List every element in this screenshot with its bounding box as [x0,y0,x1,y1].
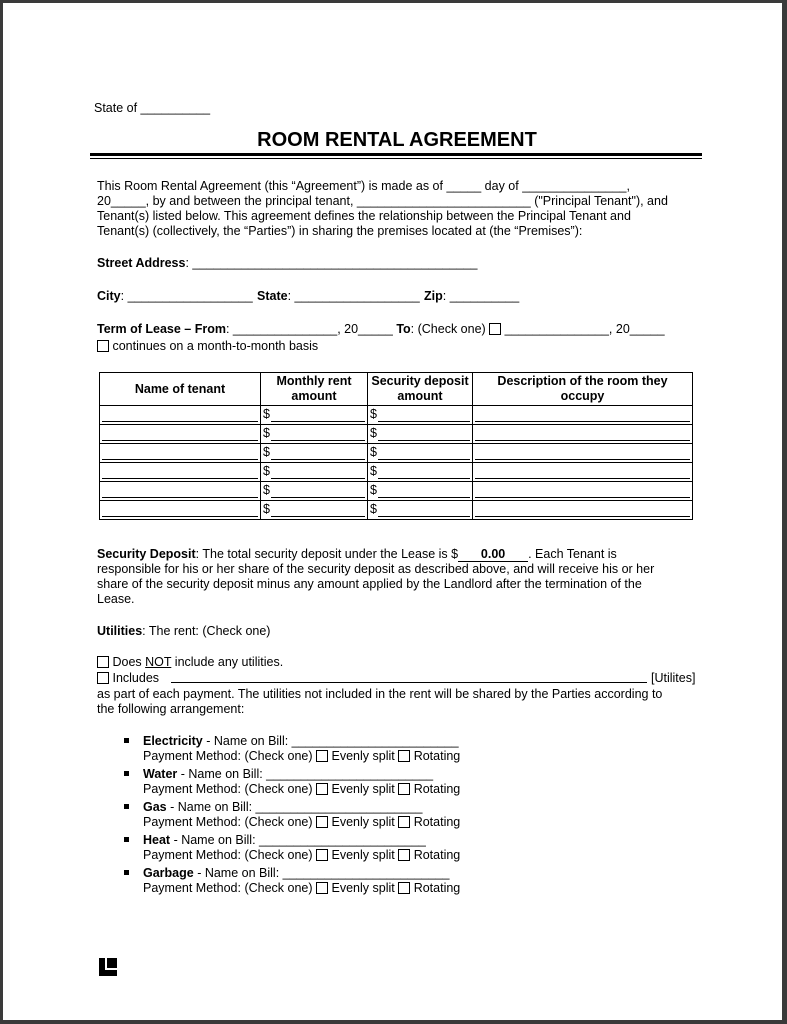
utility-name: Heat [143,833,171,847]
currency-symbol: $ [370,483,377,497]
utility-bill-blank[interactable]: - Name on Bill: ________________________ [170,833,426,847]
utilities-not-emphasis: NOT [145,655,172,669]
evenly-split-checkbox[interactable] [316,816,328,828]
term-to-checkbox[interactable] [489,323,501,335]
room-description-cell[interactable] [473,501,693,520]
evenly-split-label: Evenly split [331,848,395,862]
rotating-label: Rotating [413,881,461,895]
utilities-option-none [97,655,283,670]
monthly-rent-cell[interactable] [261,444,368,463]
evenly-split-checkbox[interactable] [316,849,328,861]
cell-underline [271,497,365,498]
security-deposit-label: Security Deposit [97,547,196,561]
cell-underline [102,478,258,479]
room-description-cell[interactable] [473,482,693,501]
security-deposit-line-2: responsible for his or her share of the security deposit as described above, and will receive his or her [97,562,655,576]
evenly-split-checkbox[interactable] [316,783,328,795]
month-to-month-checkbox[interactable] [97,340,109,352]
document-title: ROOM RENTAL AGREEMENT [257,129,537,151]
city-field[interactable] [97,289,253,304]
zip-field[interactable] [424,289,519,304]
security-deposit-cell[interactable] [368,444,473,463]
intro-line-4: Tenant(s) (collectively, the “Parties”) in sharing the premises located at (the “Premises”): [97,224,583,238]
currency-symbol: $ [263,502,270,516]
payment-method-line [143,782,460,797]
currency-symbol: $ [370,502,377,516]
security-deposit-text: : The total security deposit under the Lease is $ [195,547,459,561]
title-rule-thick [90,153,702,156]
payment-method-label: Payment Method: (Check one) [143,881,313,895]
tenant-name-cell[interactable] [100,425,261,444]
bullet-icon [124,738,129,743]
cell-underline [378,421,470,422]
rotating-checkbox[interactable] [398,783,410,795]
tenant-name-cell[interactable] [100,501,261,520]
term-to-date-blank: _______________, 20_____ [504,322,665,336]
zip-blank: : __________ [442,289,520,303]
cell-underline [475,459,690,460]
rotating-checkbox[interactable] [398,882,410,894]
intro-line-1: This Room Rental Agreement (this “Agreement”) is made as of _____ day of _______________, [97,179,630,193]
utilities-after-2: the following arrangement: [97,702,245,716]
document-page [3,3,782,1020]
evenly-split-label: Evenly split [331,782,395,796]
intro-line-2: 20_____, by and between the principal tenant, _________________________ ("Principal Tenant"), and [97,194,668,208]
tenant-table-header [100,373,693,406]
utilities-after-1: as part of each payment. The utilities not included in the rent will be shared by the Parties according to [97,687,663,701]
header-monthly-rent: Monthly rent amount [261,373,368,406]
cell-underline [378,516,470,517]
legal-templates-logo-icon [99,958,117,976]
security-deposit-cell[interactable] [368,406,473,425]
currency-symbol: $ [263,445,270,459]
table-row [100,501,693,520]
cell-underline [271,516,365,517]
cell-underline [475,497,690,498]
tenant-name-cell[interactable] [100,463,261,482]
security-deposit-text-2: . Each Tenant is [528,547,617,561]
utility-name-line [143,800,422,815]
cell-underline [102,440,258,441]
currency-symbol: $ [263,483,270,497]
payment-method-line [143,848,460,863]
cell-underline [102,497,258,498]
evenly-split-label: Evenly split [331,749,395,763]
utility-bill-blank[interactable]: - Name on Bill: ________________________ [193,866,450,880]
table-row [100,425,693,444]
evenly-split-label: Evenly split [331,815,395,829]
cell-underline [378,497,470,498]
tenant-name-cell[interactable] [100,482,261,501]
payment-method-line [143,815,460,830]
currency-symbol: $ [370,407,377,421]
cell-underline [378,440,470,441]
table-row [100,444,693,463]
room-description-cell[interactable] [473,463,693,482]
room-description-cell[interactable] [473,444,693,463]
payment-method-label: Payment Method: (Check one) [143,749,313,763]
monthly-rent-cell[interactable] [261,406,368,425]
street-address-field[interactable] [97,256,477,271]
cell-underline [271,459,365,460]
monthly-rent-cell[interactable] [261,501,368,520]
header-room-description: Description of the room they occupy [473,373,693,406]
utilities-includes-label: Includes [112,671,160,685]
cell-underline [271,440,365,441]
rotating-checkbox[interactable] [398,816,410,828]
cell-underline [102,421,258,422]
utility-bill-blank[interactable]: - Name on Bill: ________________________ [166,800,423,814]
bullet-icon [124,771,129,776]
cell-underline [102,459,258,460]
rotating-checkbox[interactable] [398,849,410,861]
cell-underline [102,516,258,517]
state-field[interactable] [257,289,420,304]
tenant-name-cell[interactable] [100,444,261,463]
payment-method-label: Payment Method: (Check one) [143,815,313,829]
rotating-label: Rotating [413,782,461,796]
monthly-rent-cell[interactable] [261,463,368,482]
evenly-split-checkbox[interactable] [316,882,328,894]
term-from-blank: : _______________, 20_____ [225,322,393,336]
utilities-text: : The rent: (Check one) [142,624,271,638]
evenly-split-label: Evenly split [331,881,395,895]
utility-name-line [143,734,459,749]
utilities-option-includes [97,671,159,686]
term-label: Term of Lease – From [97,322,226,336]
utilities-includes-blank[interactable] [171,682,647,683]
payment-method-line [143,881,460,896]
cell-underline [475,440,690,441]
utility-name: Gas [143,800,167,814]
cell-underline [475,421,690,422]
utilities-includes-checkbox[interactable] [97,672,109,684]
month-to-month-label: continues on a month-to-month basis [112,339,319,353]
tenant-name-cell[interactable] [100,406,261,425]
cell-underline [475,516,690,517]
rotating-label: Rotating [413,749,461,763]
utility-name-line [143,833,426,848]
monthly-rent-cell[interactable] [261,425,368,444]
security-deposit-cell[interactable] [368,482,473,501]
utility-bill-blank[interactable]: - Name on Bill: ________________________ [177,767,434,781]
currency-symbol: $ [263,407,270,421]
term-to-text: : (Check one) [410,322,486,336]
security-deposit-line [97,547,617,562]
zip-label: Zip [424,289,443,303]
table-row [100,482,693,501]
header-name-of-tenant: Name of tenant [100,373,261,406]
security-deposit-line-4: Lease. [97,592,135,606]
evenly-split-checkbox[interactable] [316,750,328,762]
utility-name-line [143,767,433,782]
currency-symbol: $ [263,464,270,478]
city-blank: : __________________ [120,289,253,303]
currency-symbol: $ [370,445,377,459]
state-label: State [257,289,288,303]
rotating-label: Rotating [413,815,461,829]
utilities-none-text: Does [112,655,146,669]
city-label: City [97,289,121,303]
tenant-table [99,372,693,520]
cell-underline [378,478,470,479]
cell-underline [378,459,470,460]
cell-underline [271,478,365,479]
payment-method-line [143,749,460,764]
state-blank: : __________________ [287,289,420,303]
utility-bill-blank[interactable]: - Name on Bill: ________________________ [202,734,459,748]
payment-method-label: Payment Method: (Check one) [143,782,313,796]
security-deposit-amount[interactable]: 0.00 [458,548,528,562]
security-deposit-cell[interactable] [368,425,473,444]
currency-symbol: $ [370,426,377,440]
rotating-label: Rotating [413,848,461,862]
security-deposit-cell[interactable] [368,501,473,520]
currency-symbol: $ [370,464,377,478]
currency-symbol: $ [263,426,270,440]
room-description-cell[interactable] [473,425,693,444]
month-to-month-option [97,339,318,354]
utility-name: Garbage [143,866,194,880]
utilities-heading [97,624,270,639]
street-address-blank: : _________________________________________ [185,256,478,270]
state-of-line: State of __________ [94,101,211,115]
utility-name: Water [143,767,178,781]
header-security-deposit: Security deposit amount [368,373,473,406]
utilities-tail: [Utilites] [651,671,696,685]
security-deposit-cell[interactable] [368,463,473,482]
monthly-rent-cell[interactable] [261,482,368,501]
utilities-none-checkbox[interactable] [97,656,109,668]
cell-underline [271,421,365,422]
utility-name-line [143,866,449,881]
payment-method-label: Payment Method: (Check one) [143,848,313,862]
title-rule-thin [90,158,702,159]
intro-line-3: Tenant(s) listed below. This agreement defines the relationship between the Principal Tenant and [97,209,631,223]
security-deposit-line-3: share of the security deposit minus any amount applied by the Landlord after the termination of the [97,577,642,591]
table-row [100,406,693,425]
rotating-checkbox[interactable] [398,750,410,762]
bullet-icon [124,870,129,875]
street-address-label: Street Address [97,256,186,270]
bullet-icon [124,804,129,809]
cell-underline [475,478,690,479]
term-of-lease-line [97,322,665,337]
room-description-cell[interactable] [473,406,693,425]
utilities-label: Utilities [97,624,143,638]
bullet-icon [124,837,129,842]
utilities-none-text-2: include any utilities. [171,655,284,669]
table-row [100,463,693,482]
utility-name: Electricity [143,734,203,748]
term-to-label: To [396,322,411,336]
